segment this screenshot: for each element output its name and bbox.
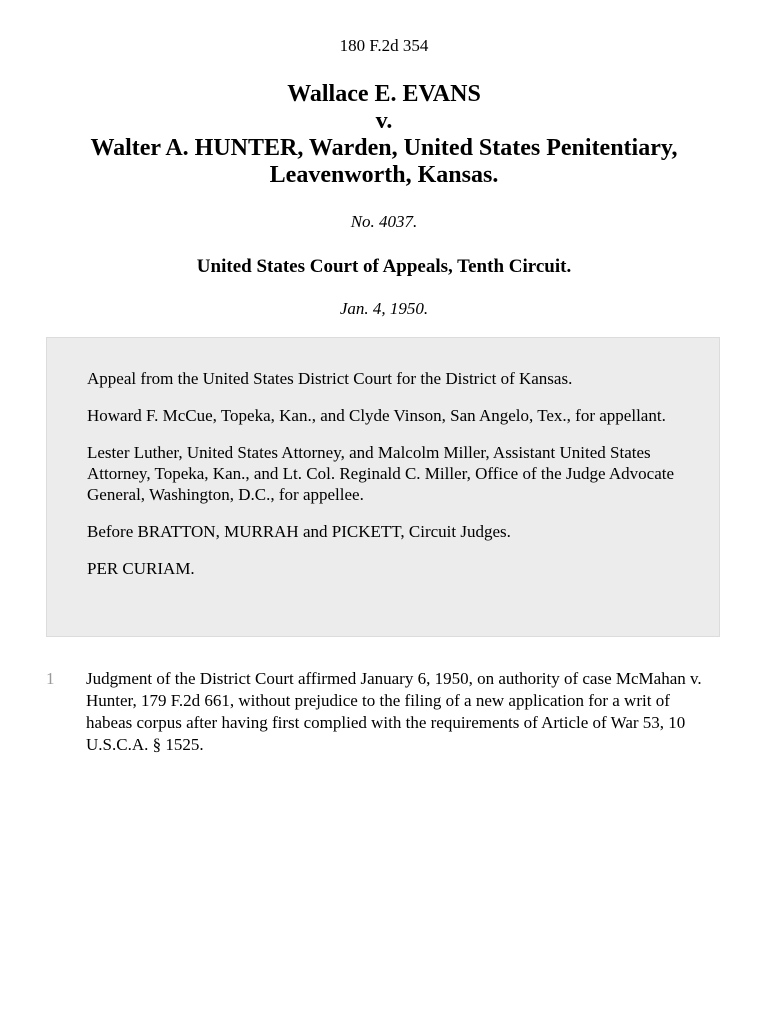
appeal-statement: Appeal from the United States District Court for the District of Kansas.: [87, 369, 573, 388]
paragraph-text: Judgment of the District Court affirmed January 6, 1950, on authority of case McMahan v. Hunter, 179 F.2d 661, without prejudice to the filing of a new application for a writ of habeas corpus after having first complied with the requirements of Article of War 53, 10 U.S.C.A. § 1525.: [86, 669, 702, 754]
syllabus-box: [46, 337, 720, 637]
opinion-body: [46, 668, 720, 756]
case-title-versus: v.: [375, 108, 393, 134]
counsel-for-appellant: Howard F. McCue, Topeka, Kan., and Clyde Vinson, San Angelo, Tex., for appellant.: [87, 406, 666, 425]
case-title-appellant: Wallace E. EVANS: [287, 81, 481, 107]
per-curiam-label: PER CURIAM.: [87, 559, 195, 578]
paragraph-number[interactable]: 1: [46, 669, 55, 688]
case-title-appellee-location: Leavenworth, Kansas.: [269, 162, 499, 188]
case-title-appellee: Walter A. HUNTER, Warden, United States Penitentiary,: [90, 135, 678, 161]
case-title: [0, 81, 768, 189]
docket-number: No. 4037.: [350, 212, 418, 231]
court-name: United States Court of Appeals, Tenth Circuit.: [196, 256, 572, 277]
decision-date: Jan. 4, 1950.: [339, 299, 429, 318]
case-citation: 180 F.2d 354: [339, 36, 429, 55]
counsel-for-appellee: Lester Luther, United States Attorney, and Malcolm Miller, Assistant United States Attorney, Topeka, Kan., and Lt. Col. Reginald C. Miller, Office of the Judge Advocate General, Washington, D.C., for appellee.: [87, 443, 675, 504]
judges-panel: Before BRATTON, MURRAH and PICKETT, Circuit Judges.: [87, 522, 511, 541]
opinion-paragraph: [46, 668, 720, 756]
